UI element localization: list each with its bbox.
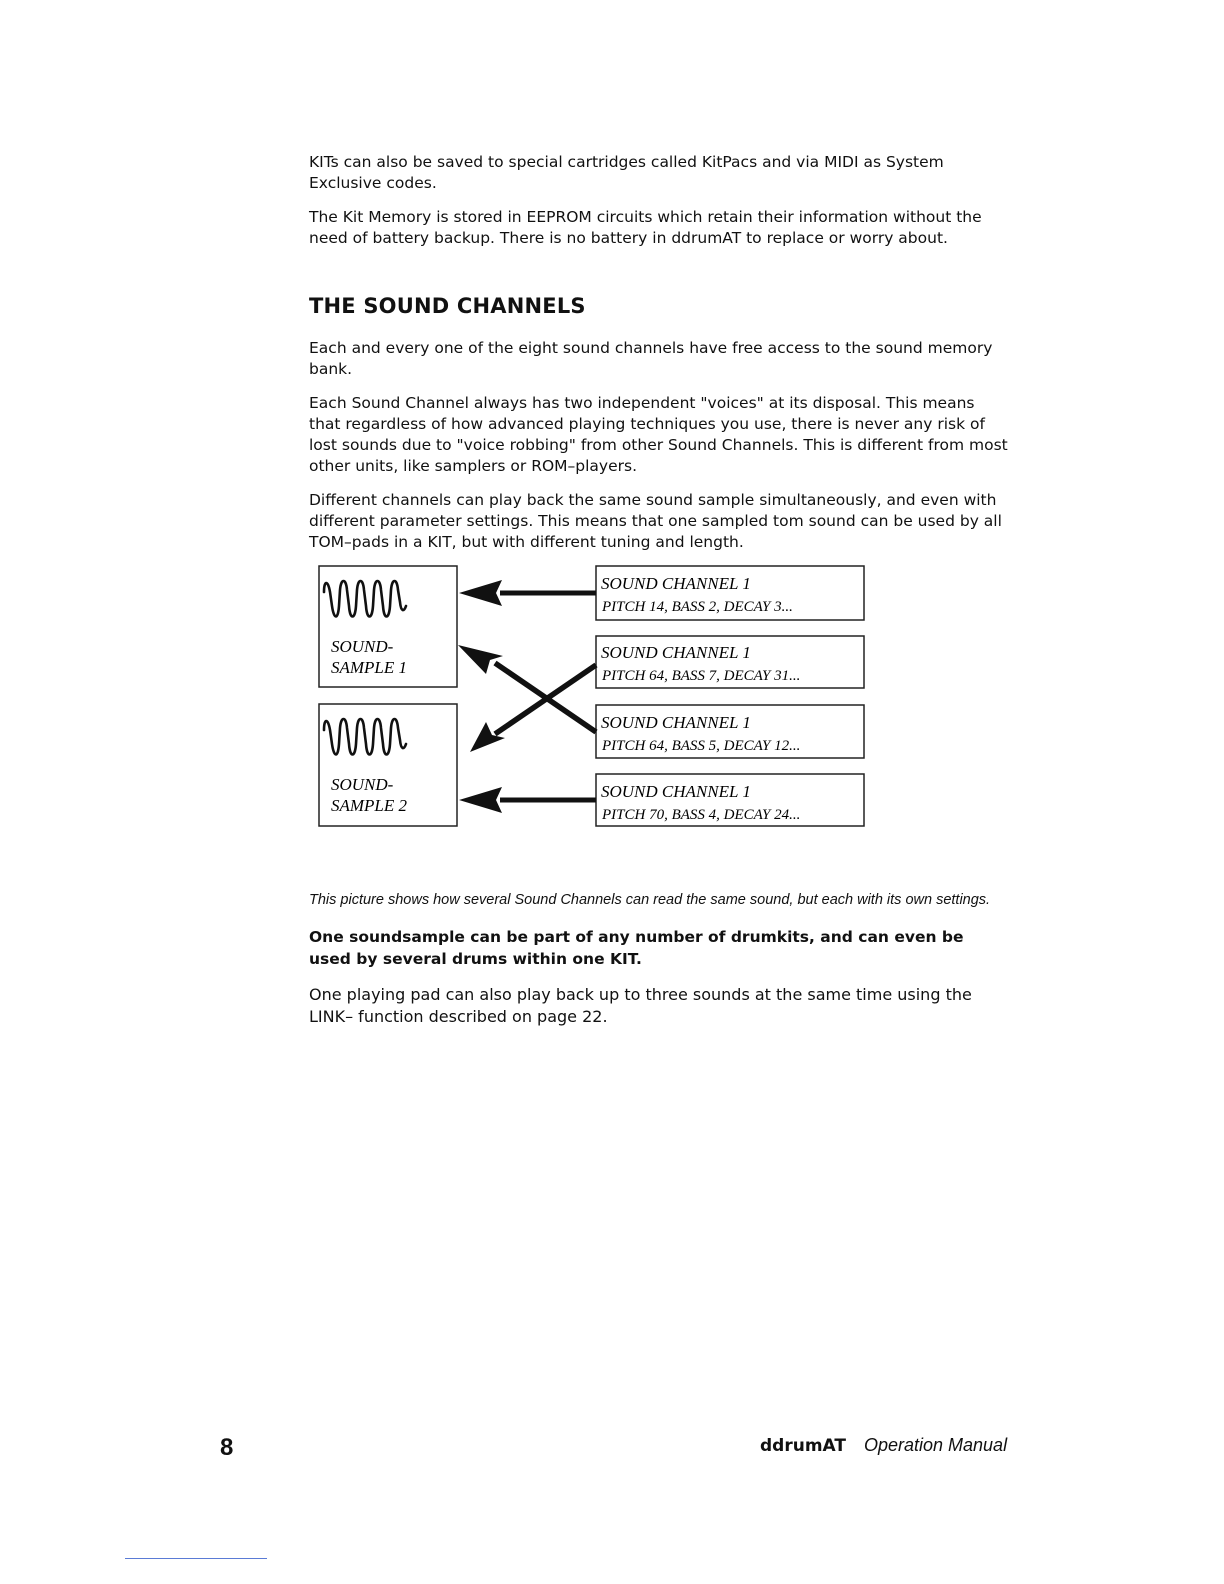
footer-brand: ddrumAT (760, 1436, 846, 1456)
figure-caption: This picture shows how several Sound Channels can read the same sound, but each with its own settings. (309, 892, 991, 908)
arrow-channel4-to-sample2 (459, 787, 596, 813)
page-number: 8 (220, 1434, 234, 1461)
sound-sample-1-box (319, 566, 457, 687)
section-heading: THE SOUND CHANNELS (309, 294, 586, 318)
channel-4-params: PITCH 70, BASS 4, DECAY 24... (602, 807, 801, 823)
intro-paragraph-2: The Kit Memory is stored in EEPROM circuits which retain their information without the need of battery backup. There is no battery in ddrumAT to replace or worry about. (309, 208, 982, 247)
sample-2-label-line1: SOUND- (331, 775, 394, 794)
sound-sample-2-box (319, 704, 457, 826)
channel-3-params: PITCH 64, BASS 5, DECAY 12... (602, 738, 801, 754)
channel-box-1 (596, 566, 864, 620)
channel-box-4 (596, 774, 864, 826)
closing-paragraph: One playing pad can also play back up to three sounds at the same time using the LINK– function described on page 22. (309, 985, 972, 1026)
channel-2-params: PITCH 64, BASS 7, DECAY 31... (602, 668, 801, 684)
channel-box-3 (596, 705, 864, 758)
section-paragraph-1: Each and every one of the eight sound channels have free access to the sound memory bank. (309, 339, 993, 378)
channel-3-title: SOUND CHANNEL 1 (601, 713, 751, 732)
arrow-channel3-to-sample1 (458, 645, 596, 732)
sample-1-label-line2: SAMPLE 1 (331, 658, 408, 677)
channel-4-title: SOUND CHANNEL 1 (601, 782, 751, 801)
bold-note: One soundsample can be part of any number of drumkits, and can even be used by several drums within one KIT. (309, 928, 964, 968)
section-paragraph-2: Each Sound Channel always has two independent "voices" at its disposal. This means that regardless of how advanced playing techniques you use, there is never any risk of lost sounds due to "voice robbing" from other Sound Channels. This is different from most other units, like samplers or ROM–players. (309, 394, 1008, 475)
channel-2-title: SOUND CHANNEL 1 (601, 643, 751, 662)
channel-1-params: PITCH 14, BASS 2, DECAY 3... (602, 599, 793, 615)
sample-1-label-line1: SOUND- (331, 637, 394, 656)
intro-paragraph-1: KITs can also be saved to special cartridges called KitPacs and via MIDI as System Exclusive codes. (309, 153, 944, 192)
footer-manual: Operation Manual (863, 1435, 1008, 1455)
bottom-rule (125, 1558, 267, 1559)
sample-2-label-line2: SAMPLE 2 (331, 796, 408, 815)
figure-caption-block (309, 891, 1009, 1028)
channel-box-2 (596, 636, 864, 688)
arrow-channel2-to-sample2 (470, 665, 596, 752)
footer-title (760, 1435, 1007, 1456)
arrow-channel1-to-sample1 (459, 580, 596, 606)
section-paragraph-3: Different channels can play back the same sound sample simultaneously, and even with different parameter settings. This means that one sampled tom sound can be used by all TOM–pads in a KIT, but with different tuning and length. (309, 491, 1002, 551)
channel-1-title: SOUND CHANNEL 1 (601, 574, 751, 593)
